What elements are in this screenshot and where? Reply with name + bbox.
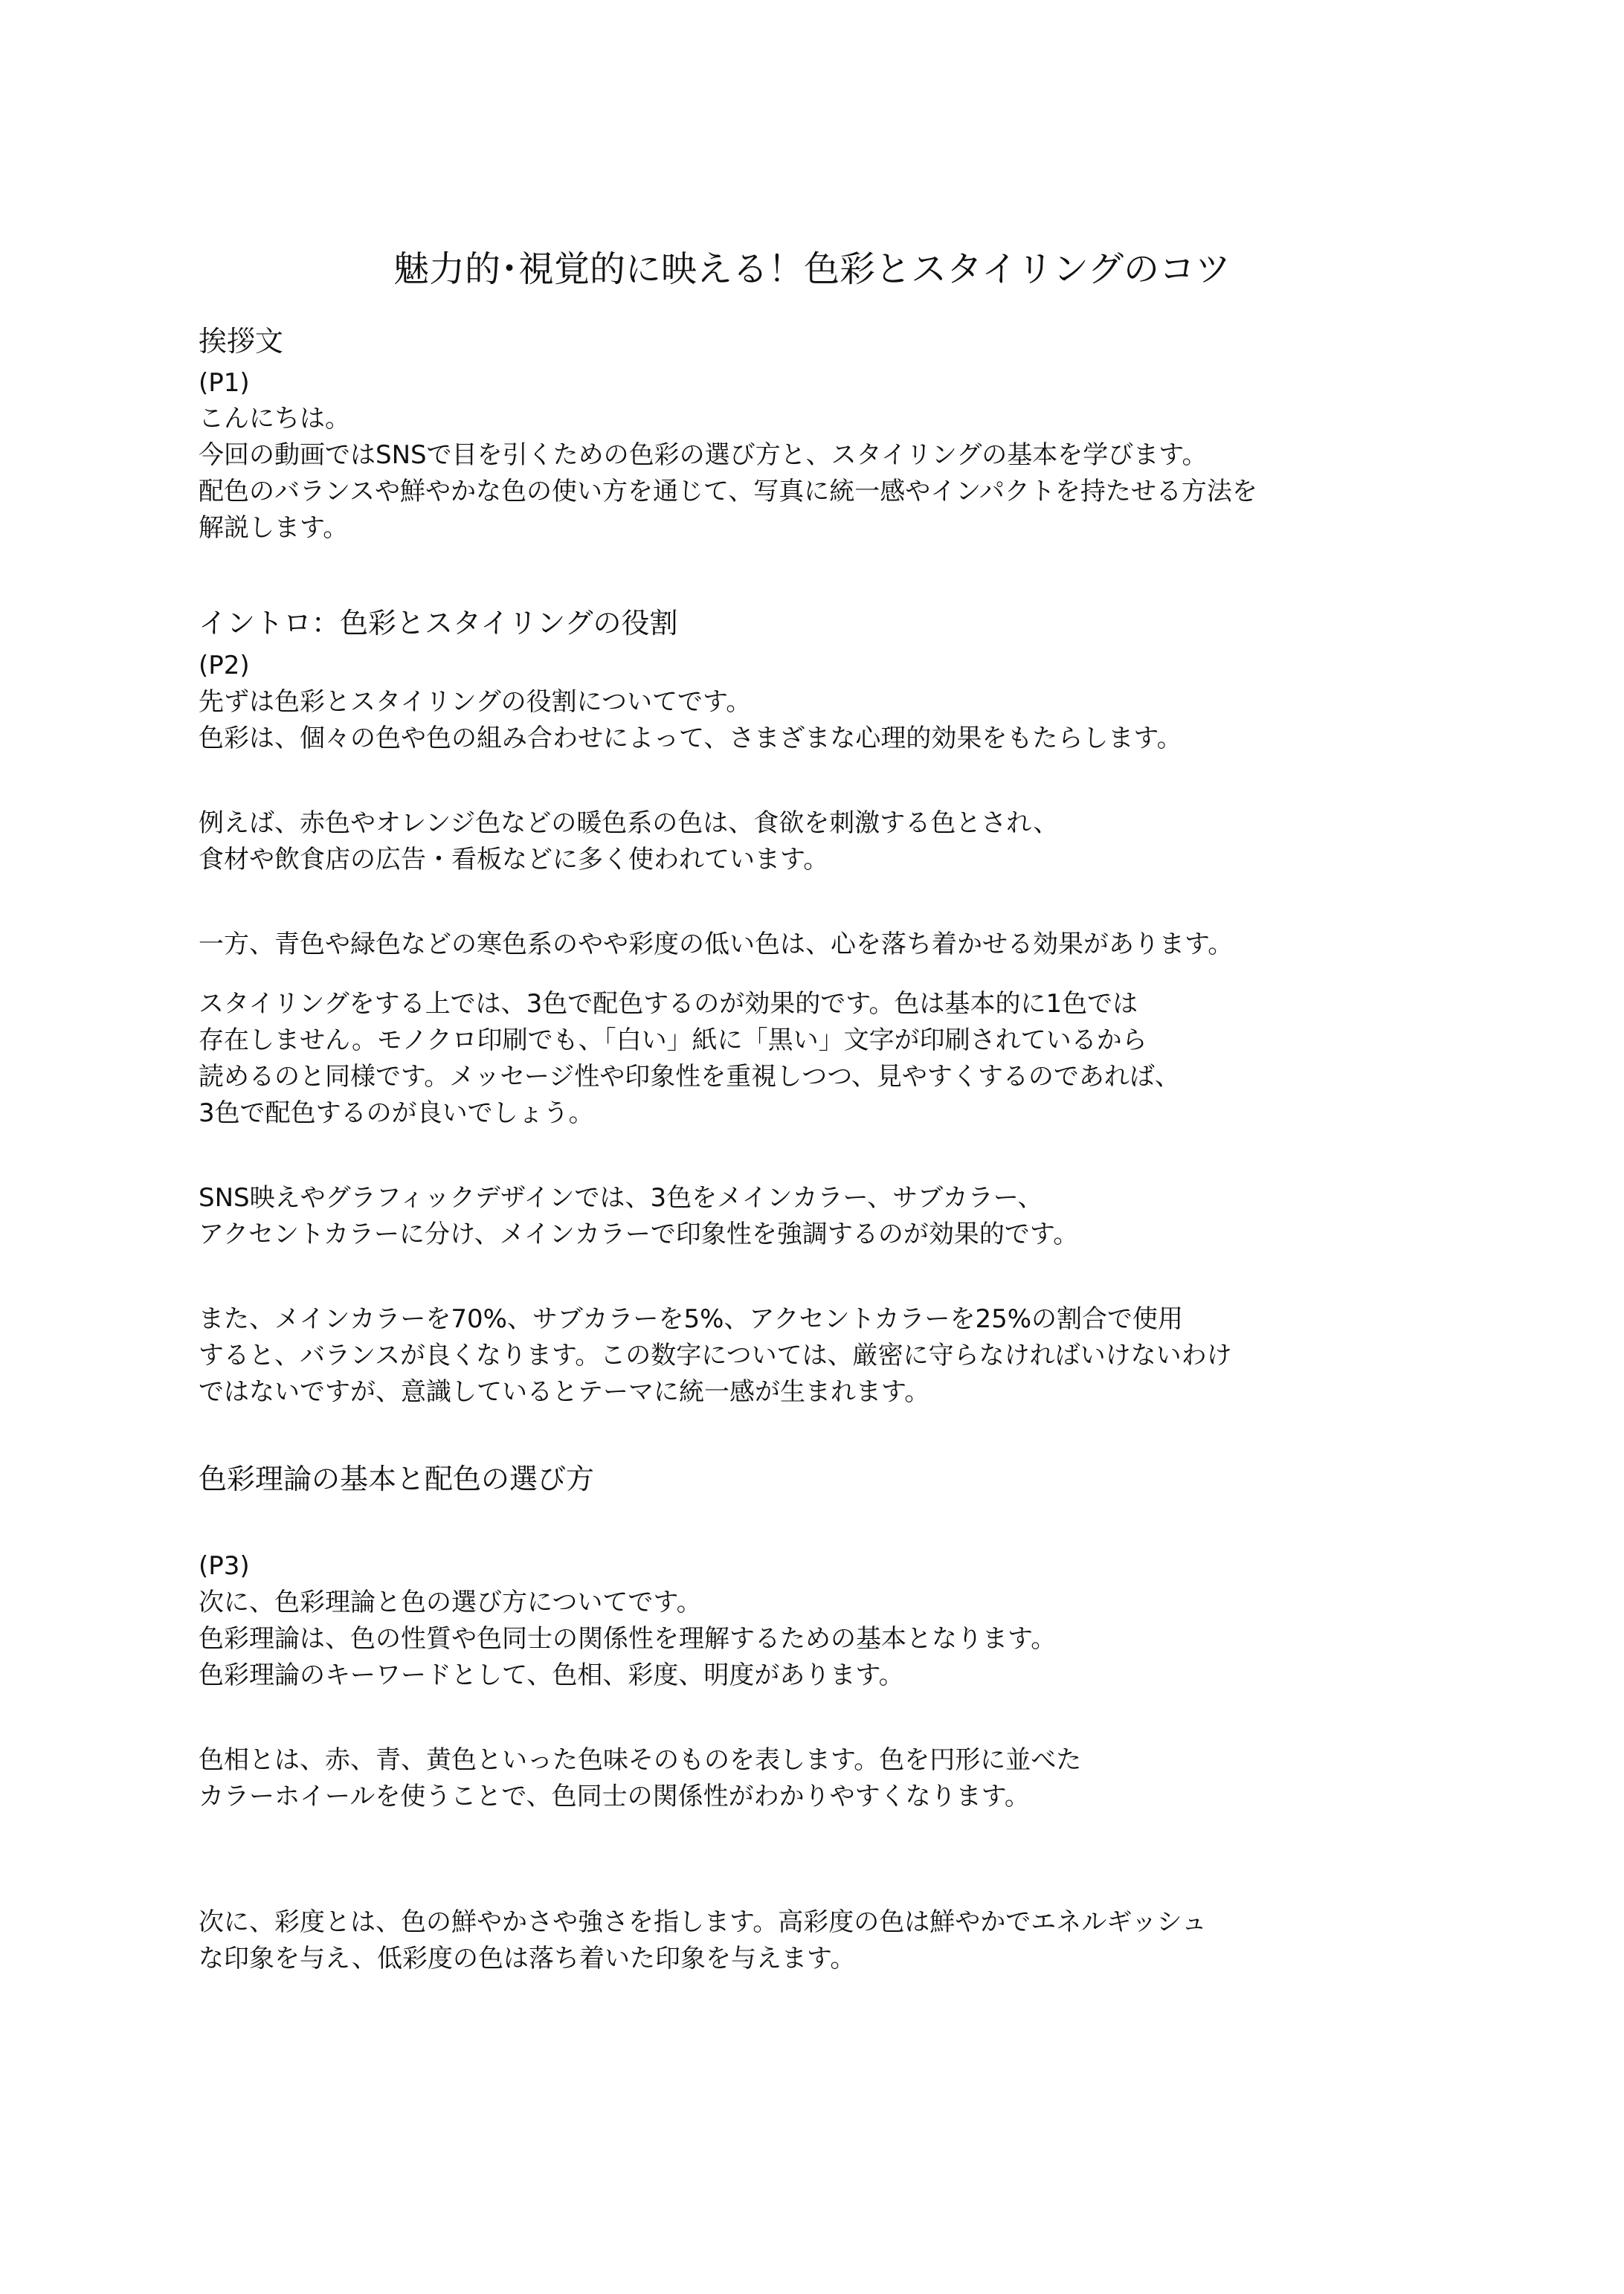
paragraph-line: ではないですが、意識しているとテーマに統一感が生まれます。 (199, 1377, 930, 1407)
paragraph-line: な印象を与え、低彩度の色は落ち着いた印象を与えます。 (199, 1944, 856, 1974)
paragraph-line: 3色で配色するのが良いでしょう。 (199, 1098, 594, 1128)
paragraph-line: 一方、青色や緑色などの寒色系のやや彩度の低い色は、心を落ち着かせる効果があります。 (199, 929, 1234, 959)
paragraph-line: すると、バランスが良くなります。この数字については、厳密に守らなければいけないわけ (199, 1341, 1232, 1370)
paragraph-line: 配色のバランスや鮮やかな色の使い方を通じて、写真に統一感やインパクトを持たせる方法を (199, 477, 1257, 506)
paragraph-line: 読めるのと同様です。メッセージ性や印象性を重視しつつ、見やすくするのであれば、 (199, 1062, 1180, 1092)
section-heading-intro: イントロ：色彩とスタイリングの役割 (199, 607, 678, 639)
paragraph-line: 次に、色彩理論と色の選び方についてです。 (199, 1588, 702, 1617)
paragraph-line: 存在しません。モノクロ印刷でも、「白い」紙に「黒い」文字が印刷されているから (199, 1025, 1147, 1055)
paragraph-line: 次に、彩度とは、色の鮮やかさや強さを指します。高彩度の色は鮮やかでエネルギッシュ (199, 1907, 1207, 1937)
document-title: 魅力的･視覚的に映える！色彩とスタイリングのコツ (393, 248, 1231, 290)
paragraph-line: アクセントカラーに分け、メインカラーで印象性を強調するのが効果的です。 (199, 1220, 1079, 1249)
paragraph-line: また、メインカラーを70%、サブカラーを5%、アクセントカラーを25%の割合で使用 (199, 1304, 1184, 1334)
paragraph-line: 色彩理論は、色の性質や色同士の関係性を理解するための基本となります。 (199, 1624, 1057, 1654)
section-heading-greeting: 挨拶文 (199, 325, 284, 358)
paragraph-line: 色相とは、赤、青、黄色といった色味そのものを表します。色を円形に並べた (199, 1745, 1082, 1775)
section-heading-color-theory: 色彩理論の基本と配色の選び方 (199, 1463, 595, 1495)
paragraph-line: スタイリングをする上では、3色で配色するのが効果的です。色は基本的に1色では (199, 989, 1138, 1019)
page-marker-p1: (P1) (199, 368, 250, 398)
paragraph-line: 例えば、赤色やオレンジ色などの暖色系の色は、食欲を刺激する色とされ、 (199, 808, 1059, 838)
paragraph-line: 食材や飲食店の広告・看板などに多く使われています。 (199, 845, 829, 874)
page-marker-p2: (P2) (199, 651, 250, 680)
paragraph-line: 解説します。 (199, 513, 349, 543)
page-marker-p3: (P3) (199, 1551, 250, 1581)
paragraph-line: カラーホイールを使うことで、色同士の関係性がわかりやすくなります。 (199, 1782, 1030, 1811)
paragraph-line: 先ずは色彩とスタイリングの役割についてです。 (199, 687, 752, 717)
paragraph-line: こんにちは。 (199, 404, 350, 434)
paragraph-line: 今回の動画ではSNSで目を引くための色彩の選び方と、スタイリングの基本を学びます。 (199, 440, 1208, 470)
paragraph-line: 色彩理論のキーワードとして、色相、彩度、明度があります。 (199, 1660, 904, 1690)
paragraph-line: SNS映えやグラフィックデザインでは、3色をメインカラー、サブカラー、 (199, 1183, 1043, 1213)
paragraph-line: 色彩は、個々の色や色の組み合わせによって、さまざまな心理的効果をもたらします。 (199, 724, 1182, 753)
